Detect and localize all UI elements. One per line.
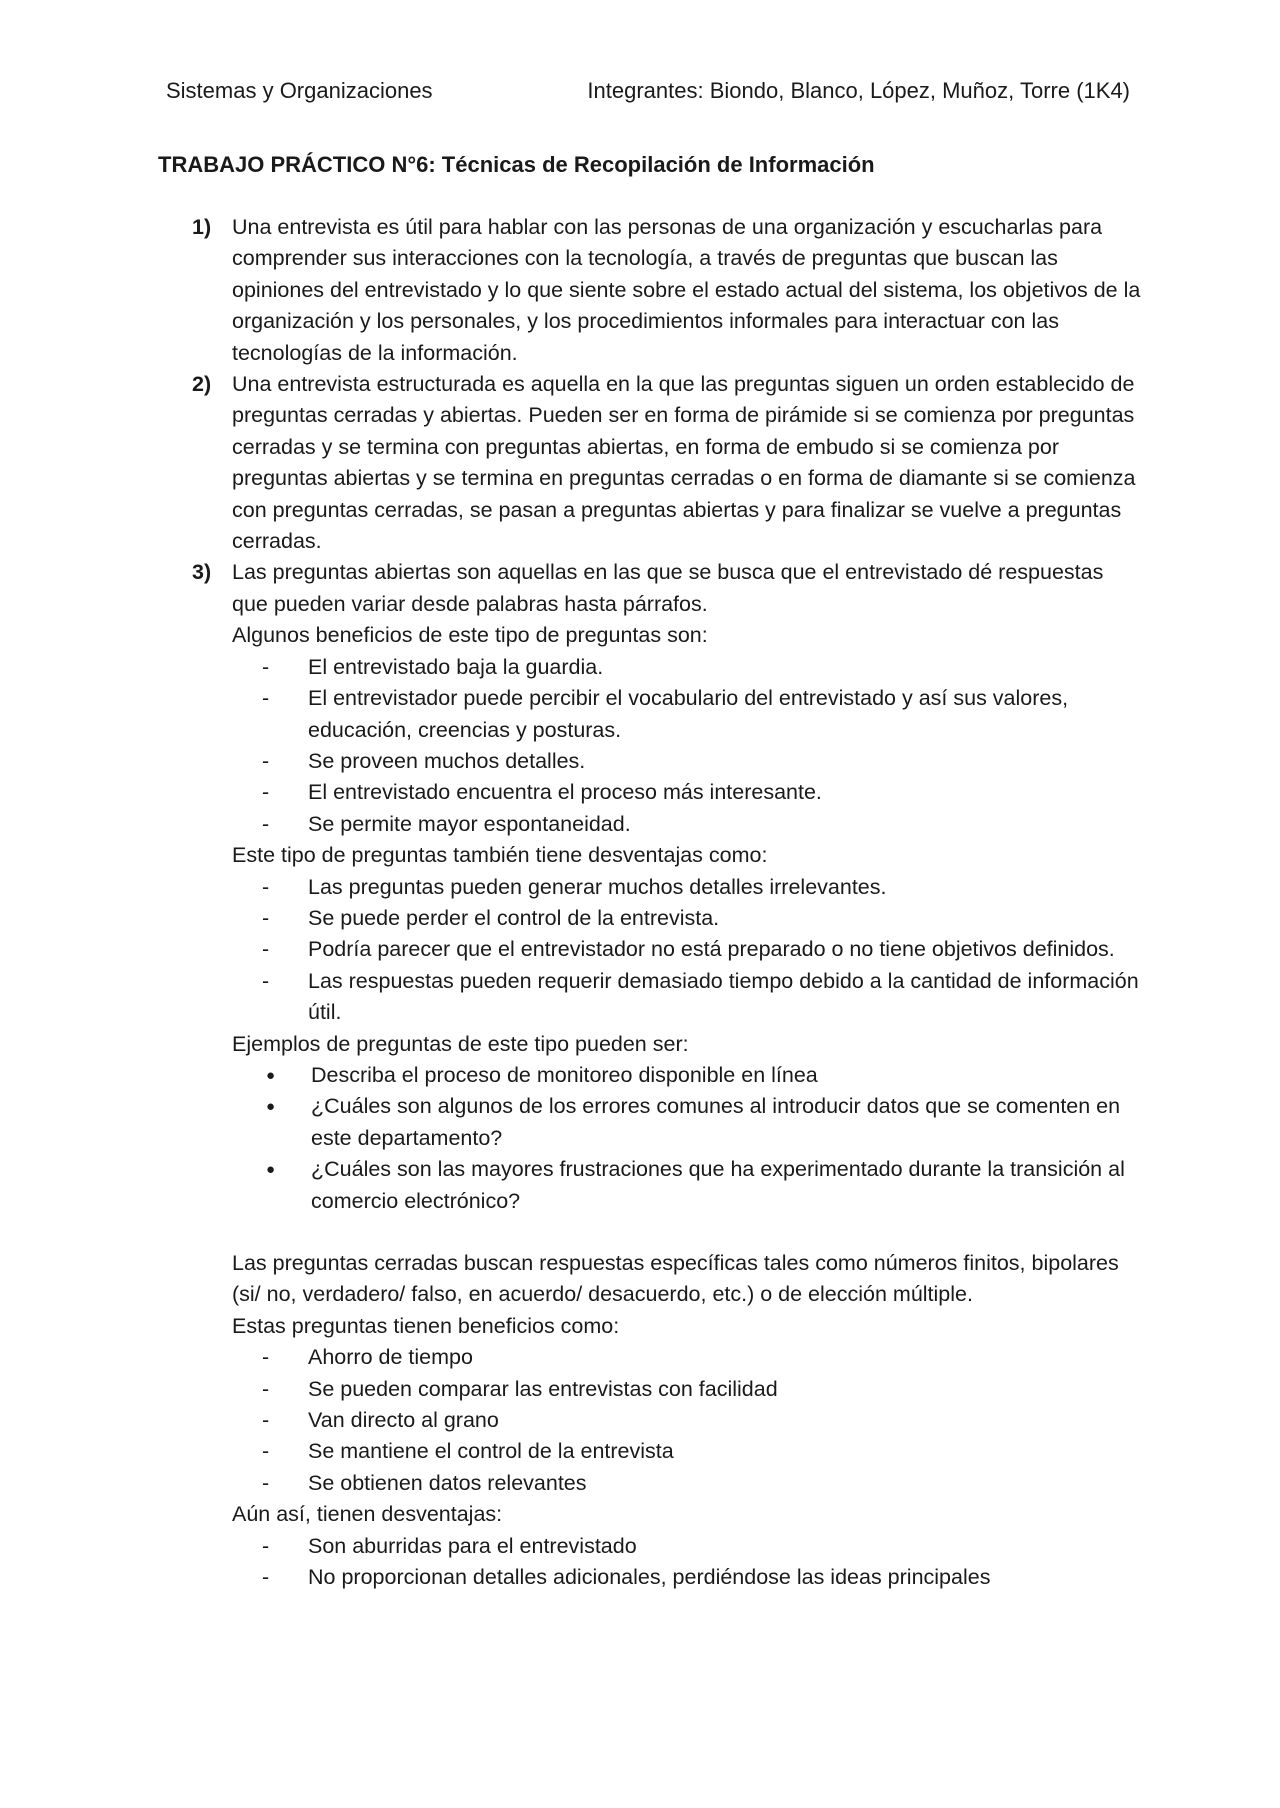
page-header xyxy=(166,76,1130,106)
list-item: - Van directo al grano xyxy=(232,1405,1142,1436)
course-name: Sistemas y Organizaciones xyxy=(166,78,433,103)
open-questions-intro: Las preguntas abiertas son aquellas en las que se busca que el entrevistado dé respuestas que pueden variar desde palabras hasta párrafos. xyxy=(232,560,1104,616)
question-number: 1) xyxy=(192,215,212,239)
examples-list xyxy=(232,1060,1142,1217)
closed-benefits-list xyxy=(232,1342,1142,1499)
closed-benefits-intro: Estas preguntas tienen beneficios como: xyxy=(232,1313,620,1338)
list-item: - Se mantiene el control de la entrevista xyxy=(232,1436,1142,1467)
open-disadvantages-list xyxy=(232,872,1142,1029)
list-item: - El entrevistado encuentra el proceso más interesante. xyxy=(232,777,1142,808)
question-number: 3) xyxy=(192,560,212,585)
examples-intro: Ejemplos de preguntas de este tipo pueden ser: xyxy=(232,1031,689,1056)
list-item: - Se permite mayor espontaneidad. xyxy=(232,809,1142,840)
list-item: - Ahorro de tiempo xyxy=(232,1342,1142,1373)
list-item: - Las preguntas pueden generar muchos detalles irrelevantes. xyxy=(232,872,1142,903)
question-2 xyxy=(192,369,1142,557)
answer-text: Una entrevista es útil para hablar con las personas de una organización y escucharlas para comprender sus interacciones con la tecnología, a través de preguntas que buscan las opiniones del entrevistado y lo que siente sobre el estado actual del sistema, los objetivos de la organización y los personales, y los procedimientos informales para interactuar con las tecnologías de la información. xyxy=(232,215,1141,365)
closed-disadvantages-intro: Aún así, tienen desventajas: xyxy=(232,1502,503,1527)
question-1 xyxy=(192,212,1142,369)
open-disadvantages-intro: Este tipo de preguntas también tiene desventajas como: xyxy=(232,843,768,868)
list-item: - Las respuestas pueden requerir demasiado tiempo debido a la cantidad de información útil. xyxy=(232,966,1142,1029)
closed-disadvantages-list xyxy=(232,1531,1142,1594)
answer-text: Una entrevista estructurada es aquella en la que las preguntas siguen un orden establecido de preguntas cerradas y abiertas. Pueden ser en forma de pirámide si se comienza por preguntas cerradas y se termina con preguntas abiertas, en forma de embudo si se comienza por preguntas abiertas y se termina en preguntas cerradas o en forma de diamante si se comienza con preguntas cerradas, se pasan a preguntas abiertas y para finalizar se vuelve a preguntas cerradas. xyxy=(232,372,1136,554)
list-item: ● ¿Cuáles son algunos de los errores comunes al introducir datos que se comenten en este departamento? xyxy=(232,1091,1142,1154)
open-benefits-intro: Algunos beneficios de este tipo de preguntas son: xyxy=(232,623,708,648)
document-body xyxy=(192,212,1142,1593)
open-benefits-list xyxy=(232,652,1142,840)
list-item: - Se proveen muchos detalles. xyxy=(232,746,1142,777)
closed-questions-intro: Las preguntas cerradas buscan respuestas específicas tales como números finitos, bipolares (si/ no, verdadero/ falso, en acuerdo/ desacuerdo, etc.) o de elección múltiple. xyxy=(232,1251,1119,1307)
list-item: - El entrevistado baja la guardia. xyxy=(232,652,1142,683)
list-item: ● ¿Cuáles son las mayores frustraciones que ha experimentado durante la transición al comercio electrónico? xyxy=(232,1154,1142,1217)
list-item: - Se pueden comparar las entrevistas con facilidad xyxy=(232,1374,1142,1405)
page-title: TRABAJO PRÁCTICO N°6: Técnicas de Recopilación de Información xyxy=(158,152,875,177)
list-item: - Son aburridas para el entrevistado xyxy=(232,1531,1142,1562)
spacer xyxy=(232,1217,1142,1248)
list-item: - Podría parecer que el entrevistador no está preparado o no tiene objetivos definidos. xyxy=(232,934,1142,965)
question-number: 2) xyxy=(192,372,212,397)
list-item: - No proporcionan detalles adicionales, perdiéndose las ideas principales xyxy=(232,1562,1142,1593)
list-item: - El entrevistador puede percibir el vocabulario del entrevistado y así sus valores, educación, creencias y posturas. xyxy=(232,683,1142,746)
list-item: - Se puede perder el control de la entrevista. xyxy=(232,903,1142,934)
list-item: ● Describa el proceso de monitoreo disponible en línea xyxy=(232,1060,1142,1091)
list-item: - Se obtienen datos relevantes xyxy=(232,1468,1142,1499)
question-3 xyxy=(192,557,1142,1593)
team-members: Integrantes: Biondo, Blanco, López, Muñoz, Torre (1K4) xyxy=(587,78,1130,103)
